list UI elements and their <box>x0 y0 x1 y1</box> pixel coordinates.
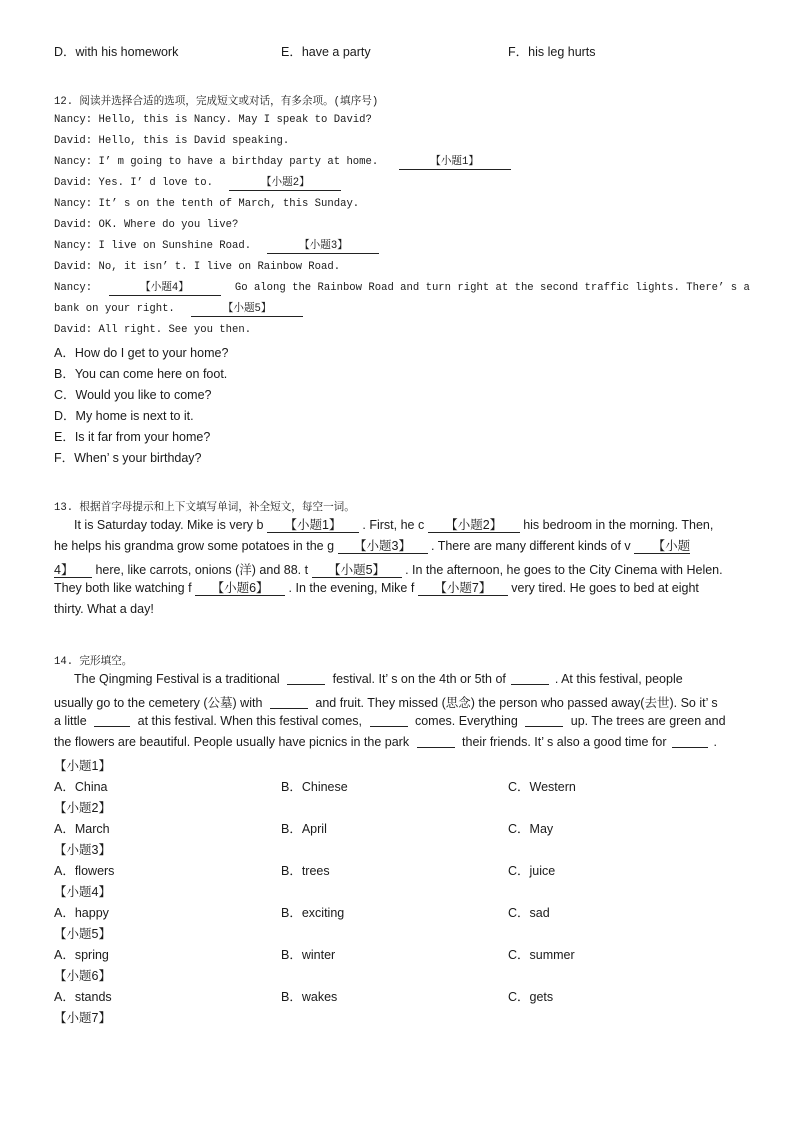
q12-line: bank on your right. 【小题5】 <box>54 303 303 317</box>
q11-option-e: E．have a party <box>281 45 371 59</box>
q12-line: Nancy: Hello, this is Nancy. May I speak to David? <box>54 114 372 126</box>
q14-item-label: 【小题2】 <box>54 801 111 815</box>
q14-option: A．stands <box>54 990 112 1004</box>
q14-option: A．China <box>54 780 108 794</box>
q12-line: Nancy: 【小题4】 Go along the Rainbow Road and turn right at the second traffic lights. There’ s a <box>54 282 750 294</box>
q13-paragraph-line: thirty. What a day! <box>54 602 154 616</box>
q14-paragraph-line: usually go to the cemetery (公墓) with and fruit. They missed (思念) the person who passed away(去世). So it’ s <box>54 696 718 710</box>
q12-option-f: F．When’ s your birthday? <box>54 451 202 465</box>
q13-blank-4-start[interactable]: 【小题 <box>634 540 690 554</box>
q12-option-e: E．Is it far from your home? <box>54 430 211 444</box>
q14-option: A．spring <box>54 948 109 962</box>
q12-blank-1[interactable]: 【小题1】 <box>399 156 511 170</box>
q12-line: David: Yes. I’ d love to. 【小题2】 <box>54 177 341 191</box>
q13-blank-2[interactable]: 【小题2】 <box>428 519 520 533</box>
q12-option-d: D．My home is next to it. <box>54 409 194 423</box>
q11-option-f: F．his leg hurts <box>508 45 596 59</box>
q13-paragraph-line: 4】 here, like carrots, onions (洋) and 88. t 【小题5】 . In the afternoon, he goes to the City Cinema with Helen. <box>54 563 723 577</box>
q12-title: 12. 阅读并选择合适的选项，完成短文或对话，有多余项。(填序号) <box>54 96 379 108</box>
q14-item-label: 【小题1】 <box>54 759 111 773</box>
q12-blank-2[interactable]: 【小题2】 <box>229 177 341 191</box>
q12-option-b: B．You can come here on foot. <box>54 367 228 381</box>
q12-line: David: Hello, this is David speaking. <box>54 135 290 147</box>
q13-blank-4-end[interactable]: 4】 <box>54 564 92 578</box>
q13-paragraph-line: It is Saturday today. Mike is very b 【小题1】 . First, he c 【小题2】 his bedroom in the morning. Then, <box>74 518 714 532</box>
q12-blank-5[interactable]: 【小题5】 <box>191 303 303 317</box>
q14-item-label: 【小题5】 <box>54 927 111 941</box>
q14-option: B．wakes <box>281 990 338 1004</box>
q14-item-label: 【小题3】 <box>54 843 111 857</box>
q14-item-label: 【小题4】 <box>54 885 111 899</box>
q14-option: C．summer <box>508 948 575 962</box>
q12-option-a: A．How do I get to your home? <box>54 346 229 360</box>
q14-blank-5[interactable] <box>370 714 408 727</box>
q13-blank-1[interactable]: 【小题1】 <box>267 519 359 533</box>
q12-line: Nancy: I live on Sunshine Road. 【小题3】 <box>54 240 379 254</box>
q13-blank-5[interactable]: 【小题5】 <box>312 564 402 578</box>
q14-option: B．trees <box>281 864 330 878</box>
q14-option: C．May <box>508 822 554 836</box>
q12-line: David: No, it isn’ t. I live on Rainbow Road. <box>54 261 341 273</box>
q13-paragraph-line: he helps his grandma grow some potatoes in the g 【小题3】 . There are many different kinds of v 【小题 <box>54 539 691 553</box>
q13-blank-6[interactable]: 【小题6】 <box>195 582 285 596</box>
q14-blank-2[interactable] <box>511 672 549 685</box>
q14-blank-6[interactable] <box>525 714 563 727</box>
q14-option: B．exciting <box>281 906 345 920</box>
q12-blank-3[interactable]: 【小题3】 <box>267 240 379 254</box>
q14-option: A．happy <box>54 906 109 920</box>
q14-option: B．Chinese <box>281 780 348 794</box>
q14-blank-4[interactable] <box>94 714 130 727</box>
q14-option: C．gets <box>508 990 554 1004</box>
q14-paragraph-line: a little at this festival. When this festival comes, comes. Everything up. The trees are green and <box>54 714 726 728</box>
q14-option: C．juice <box>508 864 556 878</box>
q12-line: David: All right. See you then. <box>54 324 252 336</box>
q13-paragraph-line: They both like watching f 【小题6】 . In the evening, Mike f 【小题7】 very tired. He goes to bed at eight <box>54 581 699 595</box>
q13-title: 13. 根据首字母提示和上下文填写单词，补全短文，每空一词。 <box>54 502 355 514</box>
q12-line: Nancy: I’ m going to have a birthday party at home. 【小题1】 <box>54 156 511 170</box>
q14-item-label: 【小题6】 <box>54 969 111 983</box>
q13-blank-7[interactable]: 【小题7】 <box>418 582 508 596</box>
q14-option: B．winter <box>281 948 336 962</box>
q12-blank-4[interactable]: 【小题4】 <box>109 282 221 296</box>
q14-option: A．flowers <box>54 864 115 878</box>
q12-option-c: C．Would you like to come? <box>54 388 212 402</box>
q14-blank-1[interactable] <box>287 672 325 685</box>
q14-option: C．Western <box>508 780 576 794</box>
q14-title: 14. 完形填空。 <box>54 656 133 668</box>
q14-paragraph-line: The Qingming Festival is a traditional festival. It’ s on the 4th or 5th of . At this festival, people <box>74 672 683 686</box>
q14-option: B．April <box>281 822 327 836</box>
q12-line: David: OK. Where do you live? <box>54 219 239 231</box>
q11-option-d: D．with his homework <box>54 45 179 59</box>
q13-blank-3[interactable]: 【小题3】 <box>338 540 428 554</box>
q14-blank-3[interactable] <box>270 696 308 709</box>
q14-blank-7[interactable] <box>417 735 455 748</box>
q12-line: Nancy: It’ s on the tenth of March, this Sunday. <box>54 198 360 210</box>
q14-option: A．March <box>54 822 110 836</box>
q14-blank-8[interactable] <box>672 735 708 748</box>
q14-item-label: 【小题7】 <box>54 1011 111 1025</box>
q14-paragraph-line: the flowers are beautiful. People usually have picnics in the park their friends. It’ s also a good time for . <box>54 735 717 749</box>
q14-option: C．sad <box>508 906 550 920</box>
